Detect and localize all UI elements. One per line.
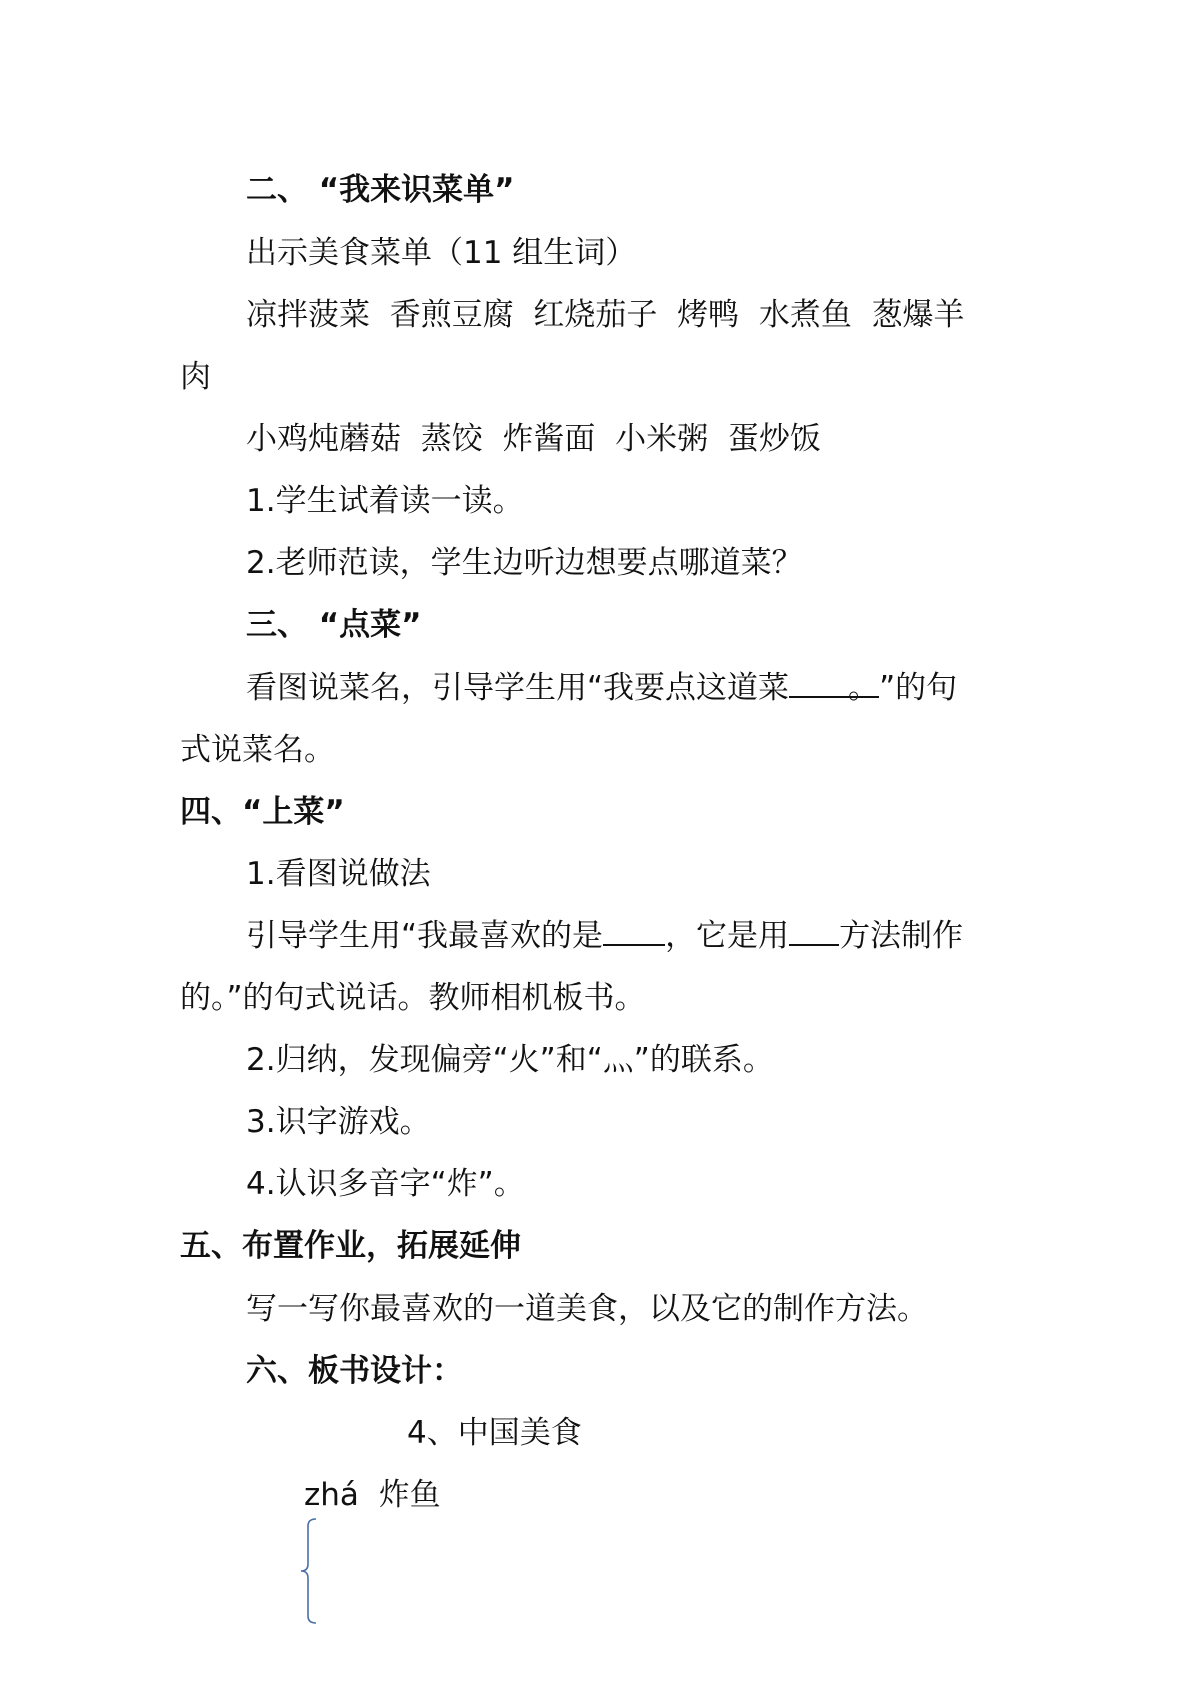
section-4-heading: 四、“上菜”	[180, 794, 345, 830]
list-item-2: 2.老师范读，学生边听边想要点哪道菜？	[246, 545, 803, 581]
board-entry	[304, 1475, 441, 1515]
menu-line-1: 凉拌菠菜 香煎豆腐 红烧茄子 烤鸭 水煮鱼 葱爆羊	[246, 297, 965, 333]
list-item-1: 1.看图说做法	[246, 856, 431, 892]
board-word: 炸鱼	[378, 1477, 441, 1513]
list-item-1: 1.学生试着读一读。	[246, 483, 524, 519]
menu-line-2: 小鸡炖蘑菇 蒸饺 炸酱面 小米粥 蛋炒饭	[246, 421, 821, 457]
section-6-heading: 六、板书设计：	[246, 1353, 463, 1389]
curly-brace-icon	[300, 1518, 318, 1624]
paragraph-favorite-dish	[246, 916, 963, 956]
list-item-2: 2.归纳，发现偏旁“火”和“灬”的联系。	[246, 1042, 774, 1078]
sentence-suffix: ”的句	[879, 670, 958, 706]
menu-line-1-continued: 肉	[180, 359, 211, 395]
paragraph-order-dish	[246, 668, 957, 708]
section-3-heading: 三、 “点菜”	[246, 607, 422, 643]
fill-blank: 。	[789, 668, 879, 698]
board-title: 4、中国美食	[407, 1415, 582, 1451]
sentence-suffix: 方法制作	[839, 918, 964, 954]
paragraph-order-dish-continued: 式说菜名。	[180, 732, 335, 768]
fill-blank	[603, 916, 665, 946]
sentence-prefix: 引导学生用“我最喜欢的是	[246, 918, 604, 954]
list-item-4: 4.认识多音字“炸”。	[246, 1166, 525, 1202]
sentence-prefix: 看图说菜名，引导学生用“我要点这道菜	[246, 670, 790, 706]
fill-blank	[789, 916, 839, 946]
paragraph-menu-intro: 出示美食菜单（11 组生词）	[246, 235, 637, 271]
section-5-heading: 五、布置作业，拓展延伸	[180, 1228, 521, 1264]
paragraph-favorite-dish-continued: 的。”的句式说话。教师相机板书。	[180, 980, 646, 1016]
pinyin: zhá	[304, 1477, 359, 1513]
sentence-middle: ，它是用	[665, 918, 790, 954]
section-2-heading: 二、 “我来识菜单”	[246, 172, 515, 208]
list-item-3: 3.识字游戏。	[246, 1104, 431, 1140]
paragraph-homework: 写一写你最喜欢的一道美食，以及它的制作方法。	[246, 1291, 928, 1327]
